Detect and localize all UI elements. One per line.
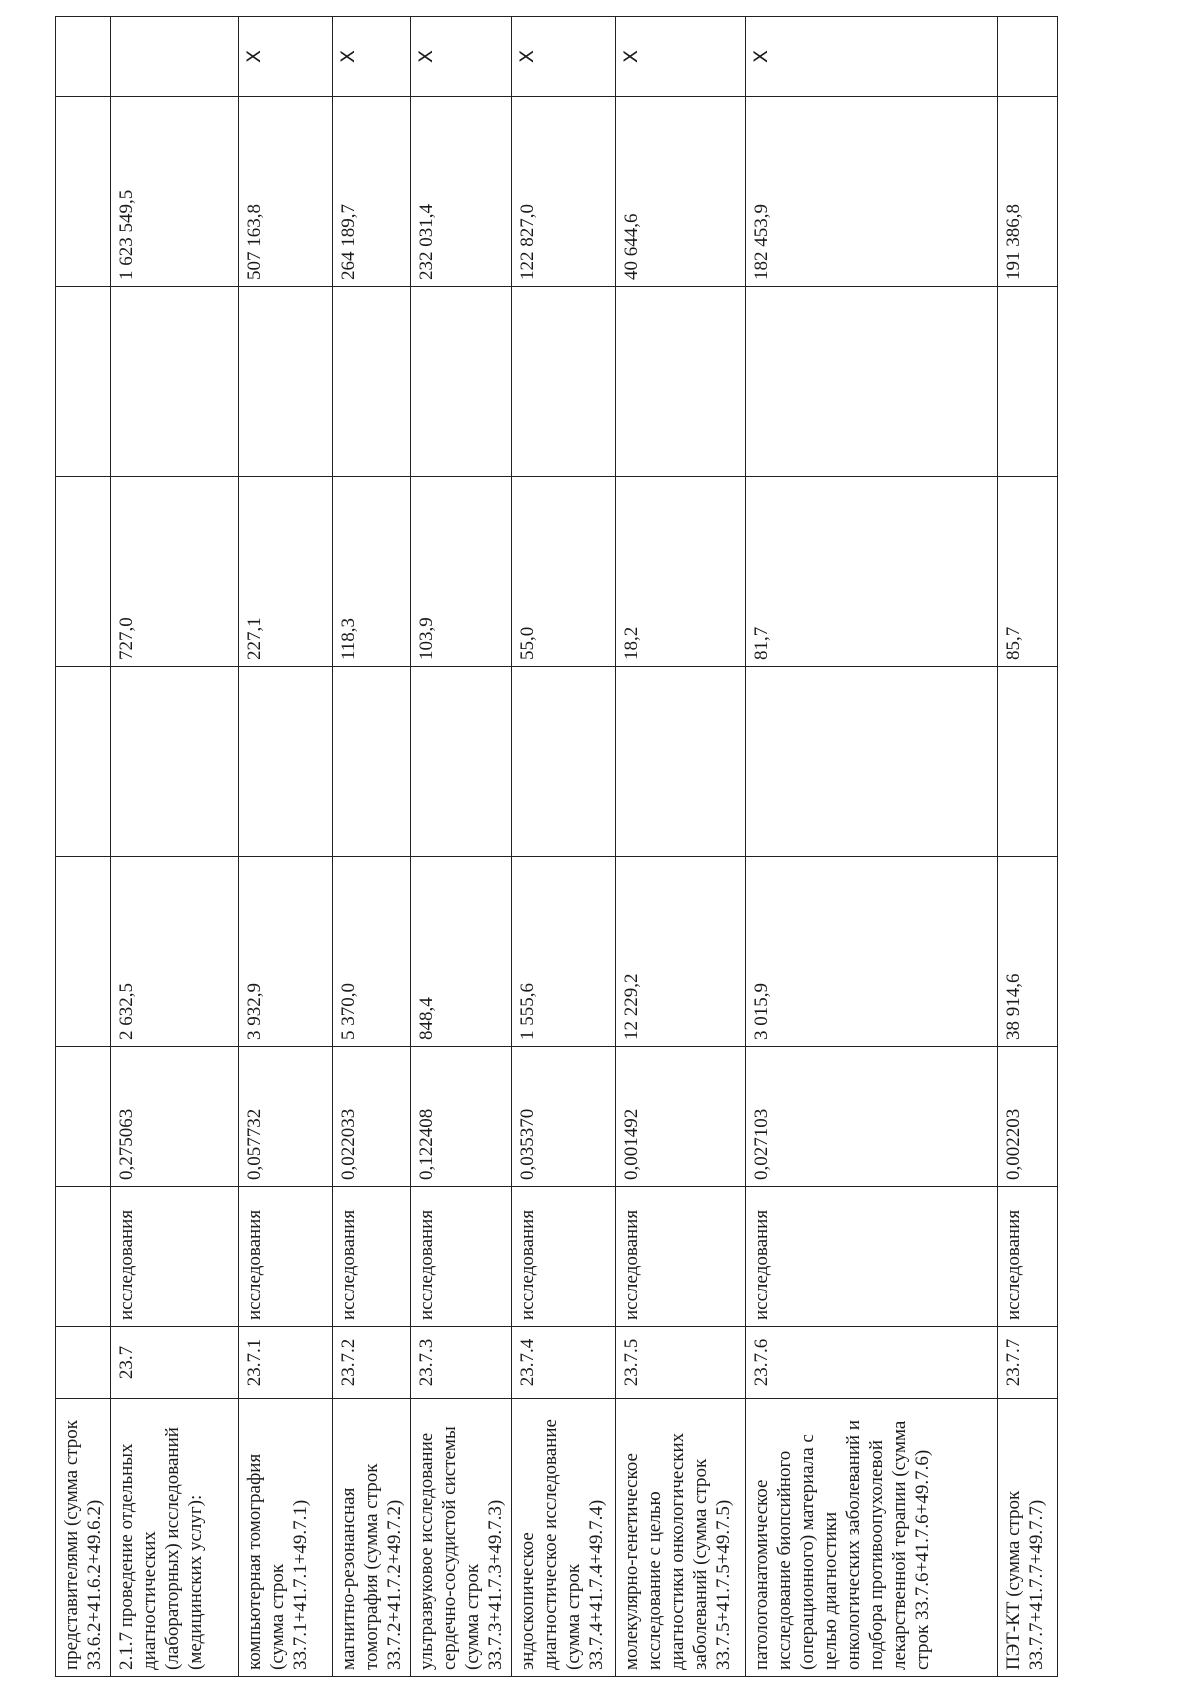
- row-mark: [998, 17, 1058, 97]
- row-name: эндоскопическое диагностическое исследование (сумма строк 33.7.4+41.7.4+49.7.4): [512, 1399, 616, 1677]
- row-value-4: 103,9: [411, 477, 512, 667]
- row-unit: [56, 1187, 111, 1327]
- row-name: представителями (сумма строк 33.6.2+41.6.2+49.6.2): [56, 1399, 111, 1677]
- row-code: 23.7: [111, 1327, 239, 1399]
- row-value-1: 0,027103: [746, 1047, 998, 1187]
- table-row: [746, 17, 998, 1677]
- row-value-3: [411, 667, 512, 857]
- row-value-4: 18,2: [616, 477, 746, 667]
- row-value-3: [998, 667, 1058, 857]
- row-mark: Х: [333, 17, 411, 97]
- row-value-5: [746, 287, 998, 477]
- row-value-3: [333, 667, 411, 857]
- row-value-4: 55,0: [512, 477, 616, 667]
- row-value-3: [746, 667, 998, 857]
- row-value-4: [56, 477, 111, 667]
- row-value-4: 118,3: [333, 477, 411, 667]
- row-value-1: 0,002203: [998, 1047, 1058, 1187]
- row-unit: исследования: [411, 1187, 512, 1327]
- row-value-1: 0,001492: [616, 1047, 746, 1187]
- row-value-3: [512, 667, 616, 857]
- row-code: 23.7.1: [239, 1327, 333, 1399]
- row-value-3: [111, 667, 239, 857]
- row-value-5: [56, 287, 111, 477]
- row-value-6: 1 623 549,5: [111, 97, 239, 287]
- table-row: [56, 17, 111, 1677]
- table-row: [239, 17, 333, 1677]
- row-value-3: [239, 667, 333, 857]
- row-value-2: 2 632,5: [111, 857, 239, 1047]
- row-name: компьютерная томография (сумма строк 33.7.1+41.7.1+49.7.1): [239, 1399, 333, 1677]
- row-value-5: [111, 287, 239, 477]
- tariff-table: [55, 16, 1058, 1677]
- row-mark: Х: [746, 17, 998, 97]
- row-value-1: 0,275063: [111, 1047, 239, 1187]
- row-value-2: 848,4: [411, 857, 512, 1047]
- row-mark: Х: [616, 17, 746, 97]
- row-value-5: [411, 287, 512, 477]
- row-unit: исследования: [616, 1187, 746, 1327]
- row-value-5: [998, 287, 1058, 477]
- row-code: [56, 1327, 111, 1399]
- row-value-2: 38 914,6: [998, 857, 1058, 1047]
- row-code: 23.7.6: [746, 1327, 998, 1399]
- row-code: 23.7.3: [411, 1327, 512, 1399]
- table-row: [512, 17, 616, 1677]
- row-mark: Х: [239, 17, 333, 97]
- row-unit: исследования: [333, 1187, 411, 1327]
- row-value-1: 0,022033: [333, 1047, 411, 1187]
- row-unit: исследования: [512, 1187, 616, 1327]
- row-name: патологоанатомическое исследование биопсийного (операционного) материала с целью диагностики онкологических заболеваний и подбора противоопухолевой лекарственной терапии (сумма строк 33.7.6+41.7.6+49.7.6): [746, 1399, 998, 1677]
- row-value-5: [512, 287, 616, 477]
- row-value-4: 81,7: [746, 477, 998, 667]
- row-name: магнитно-резонансная томография (сумма строк 33.7.2+41.7.2+49.7.2): [333, 1399, 411, 1677]
- row-unit: исследования: [746, 1187, 998, 1327]
- row-value-4: 727,0: [111, 477, 239, 667]
- row-mark: Х: [512, 17, 616, 97]
- row-value-3: [616, 667, 746, 857]
- row-value-2: 12 229,2: [616, 857, 746, 1047]
- table-row: [111, 17, 239, 1677]
- row-unit: исследования: [998, 1187, 1058, 1327]
- row-name: 2.1.7 проведение отдельных диагностических (лабораторных) исследований (медицинских услуг):: [111, 1399, 239, 1677]
- row-value-5: [616, 287, 746, 477]
- row-name: ПЭТ-КТ (сумма строк 33.7.7+41.7.7+49.7.7): [998, 1399, 1058, 1677]
- row-value-1: 0,035370: [512, 1047, 616, 1187]
- row-value-2: 3 015,9: [746, 857, 998, 1047]
- row-code: 23.7.4: [512, 1327, 616, 1399]
- row-mark: [111, 17, 239, 97]
- row-name: молекулярно-генетическое исследование с целью диагностики онкологических заболеваний (сумма строк 33.7.5+41.7.5+49.7.5): [616, 1399, 746, 1677]
- row-mark: [56, 17, 111, 97]
- row-value-6: [56, 97, 111, 287]
- row-value-3: [56, 667, 111, 857]
- table-row: [998, 17, 1058, 1677]
- row-value-6: 40 644,6: [616, 97, 746, 287]
- row-mark: Х: [411, 17, 512, 97]
- row-value-2: [56, 857, 111, 1047]
- table-row: [411, 17, 512, 1677]
- row-value-1: 0,057732: [239, 1047, 333, 1187]
- row-value-6: 182 453,9: [746, 97, 998, 287]
- row-name: ультразвуковое исследование сердечно-сосудистой системы (сумма строк 33.7.3+41.7.3+49.7.3): [411, 1399, 512, 1677]
- row-value-2: 3 932,9: [239, 857, 333, 1047]
- row-value-1: 0,122408: [411, 1047, 512, 1187]
- row-value-2: 5 370,0: [333, 857, 411, 1047]
- row-value-6: 122 827,0: [512, 97, 616, 287]
- row-code: 23.7.7: [998, 1327, 1058, 1399]
- row-value-1: [56, 1047, 111, 1187]
- row-value-6: 191 386,8: [998, 97, 1058, 287]
- row-code: 23.7.5: [616, 1327, 746, 1399]
- row-unit: исследования: [239, 1187, 333, 1327]
- row-code: 23.7.2: [333, 1327, 411, 1399]
- row-unit: исследования: [111, 1187, 239, 1327]
- row-value-4: 227,1: [239, 477, 333, 667]
- table-row: [616, 17, 746, 1677]
- row-value-5: [239, 287, 333, 477]
- row-value-5: [333, 287, 411, 477]
- row-value-6: 264 189,7: [333, 97, 411, 287]
- row-value-6: 507 163,8: [239, 97, 333, 287]
- table-row: [333, 17, 411, 1677]
- row-value-6: 232 031,4: [411, 97, 512, 287]
- row-value-2: 1 555,6: [512, 857, 616, 1047]
- row-value-4: 85,7: [998, 477, 1058, 667]
